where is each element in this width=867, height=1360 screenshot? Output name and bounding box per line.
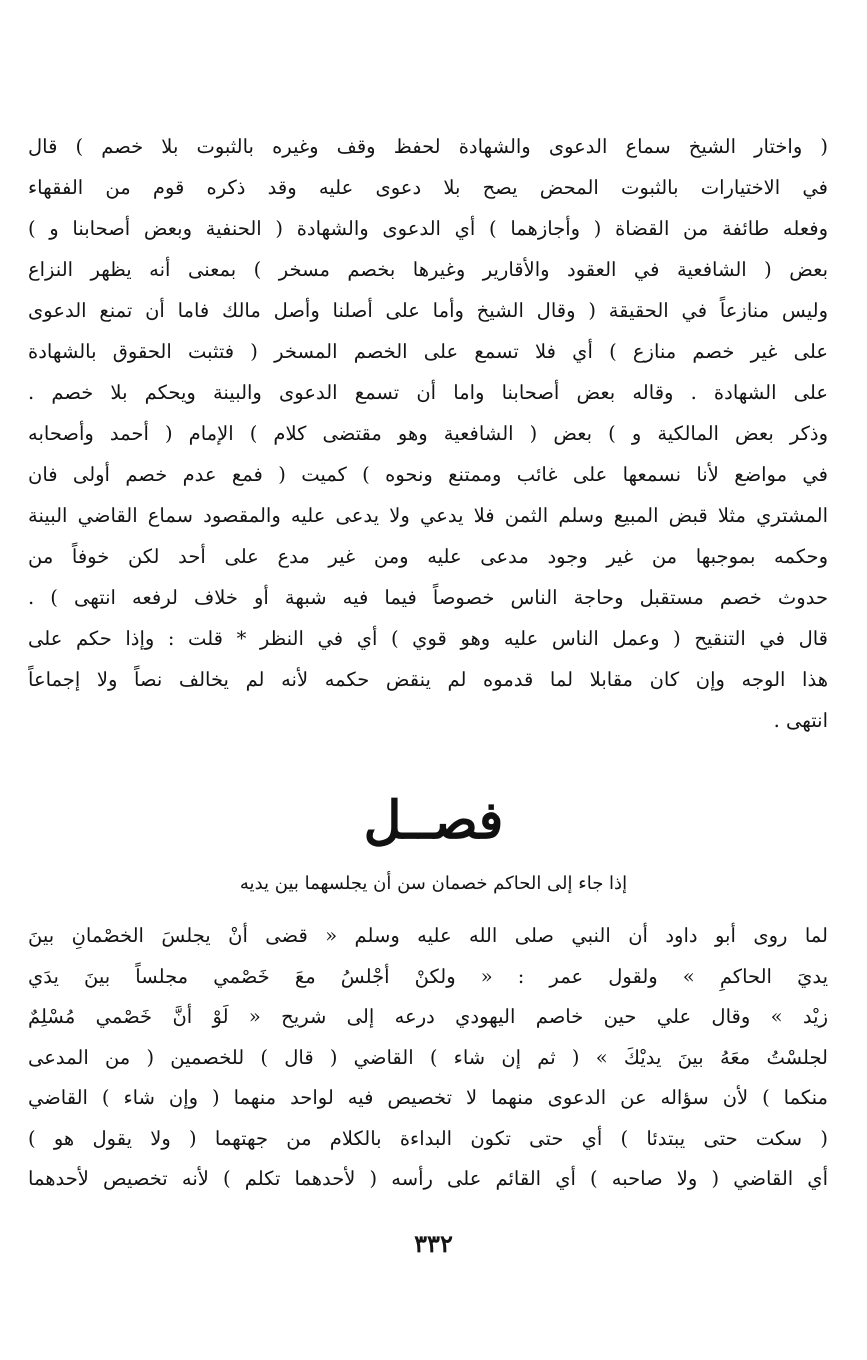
text-line: حدوث خصم مستقبل وحاجة الناس خصوصاً فيما فيه شبهة أو خلاف لرفعه انتهى ) . — [28, 586, 828, 609]
text-line: وليس منازعاً في الحقيقة ( وقال الشيخ وأما على أصلنا وأصل مالك فاما أن تمنع الدعوى — [28, 299, 828, 322]
text-line: وذكر بعض المالكية و ) بعض ( الشافعية وهو مقتضى كلام ) الإمام ( أحمد وأصحابه — [28, 422, 828, 445]
text-line: في مواضع لأنا نسمعها على غائب وممتنع ونحوه ) كميت ( فمع عدم خصم أولى فان — [28, 463, 828, 486]
text-line: ( سكت حتى يبتدئا ) أي حتى تكون البداءة بالكلام من جهتهما ( ولا يقول هو ) — [28, 1126, 828, 1150]
text-line: وفعله طائفة من القضاة ( وأجازهما ) أي الدعوى والشهادة ( الحنفية وبعض أصحابنا و ) — [28, 217, 828, 240]
section-heading: فصــل — [363, 790, 504, 851]
text-line: منكما ) لأن سؤاله عن الدعوى منهما لا تخصيص فيه لواحد منهما ( وإن شاء ) القاضي — [28, 1086, 828, 1109]
text-line: بعض ( الشافعية في العقود والأقارير وغيرها بخصم مسخر ) بمعنى أنه يظهر النزاع — [28, 258, 828, 281]
text-line: أي القاضي ( ولا صاحبه ) أي القائم على رأسه ( لأحدهما تكلم ) لأنه تخصيص لأحدهما — [28, 1167, 828, 1190]
paragraph-2 — [28, 916, 828, 1200]
text-line: يديَ الحاكمِ » ولقول عمر : « ولكنْ أجْلسُ معَ خَصْمي مجلساً بينَ يدَي — [28, 964, 828, 988]
text-line: انتهى . — [773, 709, 828, 732]
text-line: على الشهادة . وقاله بعض أصحابنا واما أن تسمع الدعوى والبينة ويحكم بلا خصم . — [28, 381, 828, 404]
text-line: لجلسْتُ معَهُ بينَ يديْكَ » ( ثم إن شاء ) القاضي ( قال ) للخصمين ( من المدعى — [28, 1045, 828, 1069]
text-line: زيْد » وقال علي حين خاصم اليهودي درعه إلى شريح « لَوْ أنَّ خَصْمي مُسْلِمٌ — [28, 1005, 828, 1028]
section-subtitle: إذا جاء إلى الحاكم خصمان سن أن يجلسهما بين يديه — [239, 873, 628, 894]
text-line: وحكمه بموجبها من غير وجود مدعى عليه ومن غير مدع على أحد لكن خوفاً من — [28, 545, 828, 568]
paragraph-1 — [28, 126, 828, 741]
text-line: لما روى أبو داود أن النبي صلى الله عليه وسلم « قضى أنْ يجلسَ الخصْمانِ بينَ — [28, 924, 828, 947]
text-line: المشتري مثلا قبض المبيع وسلم الثمن فلا يدعي ولا يدعى عليه والمقصود سماع القاضي البينة — [28, 504, 828, 527]
text-line: هذا الوجه وإن كان مقابلا لما قدموه لم ينقض حكمه لأنه لم يخالف نصاً ولا إجماعاً — [28, 668, 828, 691]
text-line: ( واختار الشيخ سماع الدعوى والشهادة لحفظ وقف وغيره بالثبوت بلا خصم ) قال — [28, 135, 828, 158]
text-line: قال في التنقيح ( وعمل الناس عليه وهو قوي ) أي في النظر * قلت : وإذا حكم على — [28, 627, 828, 650]
text-line: على غير خصم منازع ) أي فلا تسمع على الخصم المسخر ( فتثبت الحقوق بالشهادة — [28, 340, 828, 363]
text-line: في الاختيارات بالثبوت المحض يصح بلا دعوى عليه وقد ذكره قوم من الفقهاء — [28, 176, 828, 199]
page-number: ٣٣٢ — [414, 1229, 453, 1258]
